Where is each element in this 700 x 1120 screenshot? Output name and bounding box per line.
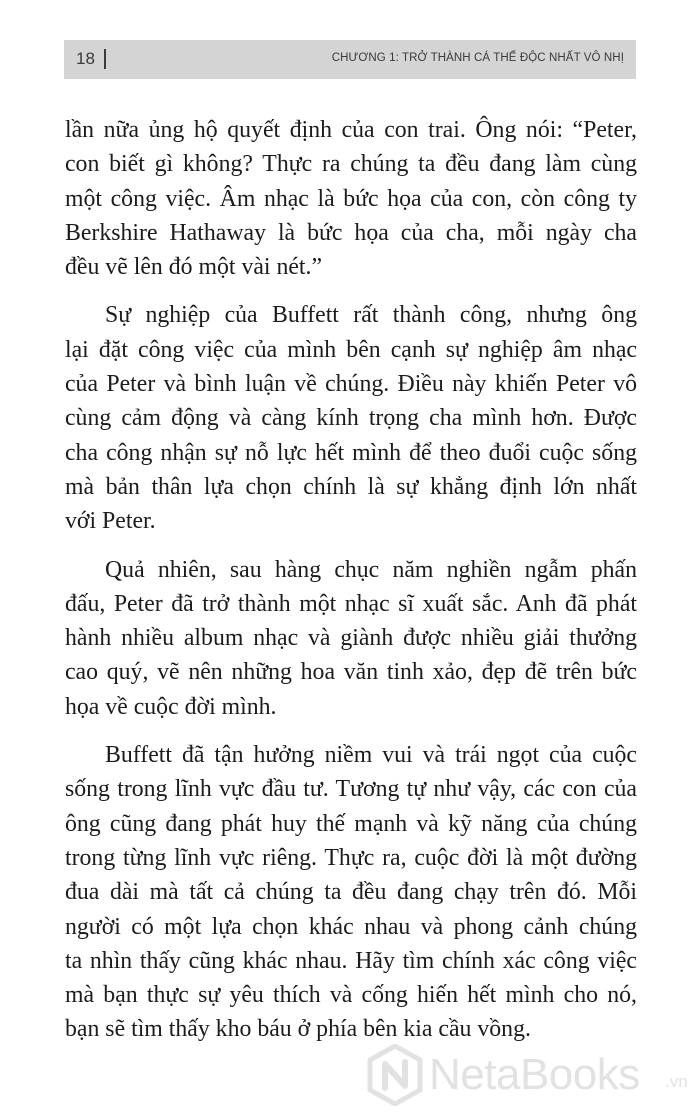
text-line: bạn sẽ tìm thấy kho báu ở phía bên kia cầu vồng. — [65, 1016, 531, 1043]
text-line: mà bản thân lựa chọn chính là sự khẳng định lớn nhất — [65, 473, 637, 500]
text-line: con biết gì không? Thực ra chúng ta đều đang làm cùng — [65, 151, 637, 178]
text-line: Sự nghiệp của Buffett rất thành công, nhưng ông — [105, 302, 637, 329]
text-line: cha công nhận sự nỗ lực hết mình để theo đuổi cuộc sống — [65, 439, 637, 466]
text-line: ta nhìn thấy cũng khác nhau. Hãy tìm chính xác công việc — [65, 947, 637, 974]
text-line: Buffett đã tận hưởng niềm vui và trái ngọt của cuộc — [105, 742, 637, 769]
running-header — [64, 40, 636, 79]
paragraph-3 — [65, 553, 637, 724]
paragraph-4 — [65, 738, 637, 1047]
text-line: một công việc. Âm nhạc là bức họa của con, còn công ty — [65, 185, 637, 212]
text-line: của Peter và bình luận về chúng. Điều này khiến Peter vô — [65, 371, 637, 398]
watermark-suffix: .vn — [665, 1072, 688, 1091]
header-divider — [104, 49, 106, 69]
text-line: cao quý, vẽ nên những hoa văn tinh xảo, đẹp đẽ trên bức — [65, 659, 637, 686]
page-body — [65, 113, 637, 1061]
text-line: ông cũng đang phát huy thế mạnh và kỹ năng của chúng — [65, 810, 637, 837]
text-line: đấu, Peter đã trở thành một nhạc sĩ xuất sắc. Anh đã phát — [65, 590, 637, 617]
text-line: với Peter. — [65, 508, 156, 535]
page-number: 18 — [76, 49, 95, 68]
text-line: hành nhiều album nhạc và giành được nhiều giải thưởng — [65, 625, 637, 652]
text-line: sống trong lĩnh vực đầu tư. Tương tự như vậy, các con của — [65, 776, 637, 803]
text-line: lại đặt công việc của mình bên cạnh sự nghiệp âm nhạc — [65, 336, 637, 363]
text-line: Quả nhiên, sau hàng chục năm nghiền ngẫm phấn — [105, 556, 637, 583]
text-line: Berkshire Hathaway là bức họa của cha, mỗi ngày cha — [65, 219, 637, 246]
text-line: trong từng lĩnh vực riêng. Thực ra, cuộc đời là một đường — [65, 844, 637, 871]
paragraph-2 — [65, 298, 637, 538]
chapter-title: CHƯƠNG 1: TRỞ THÀNH CÁ THỂ ĐỘC NHẤT VÔ NHỊ — [331, 52, 624, 64]
watermark-brand: NetaBooks — [429, 1050, 640, 1099]
netabooks-logo-icon — [367, 1044, 423, 1106]
text-line: lần nữa ủng hộ quyết định của con trai. Ông nói: “Peter, — [65, 117, 637, 143]
text-line: họa về cuộc đời mình. — [65, 693, 277, 720]
text-line: mà bạn thực sự yêu thích và cống hiến hết mình cho nó, — [65, 982, 637, 1009]
watermark — [367, 1044, 697, 1116]
text-line: đua dài mà tất cả chúng ta đều đang chạy trên đó. Mỗi — [65, 879, 637, 906]
text-line: cùng cảm động và càng kính trọng cha mình hơn. Được — [65, 405, 637, 432]
paragraph-1 — [65, 113, 637, 284]
text-line: người có một lựa chọn khác nhau và phong cảnh chúng — [65, 913, 637, 940]
text-line: đều vẽ lên đó một vài nét.” — [65, 254, 323, 281]
